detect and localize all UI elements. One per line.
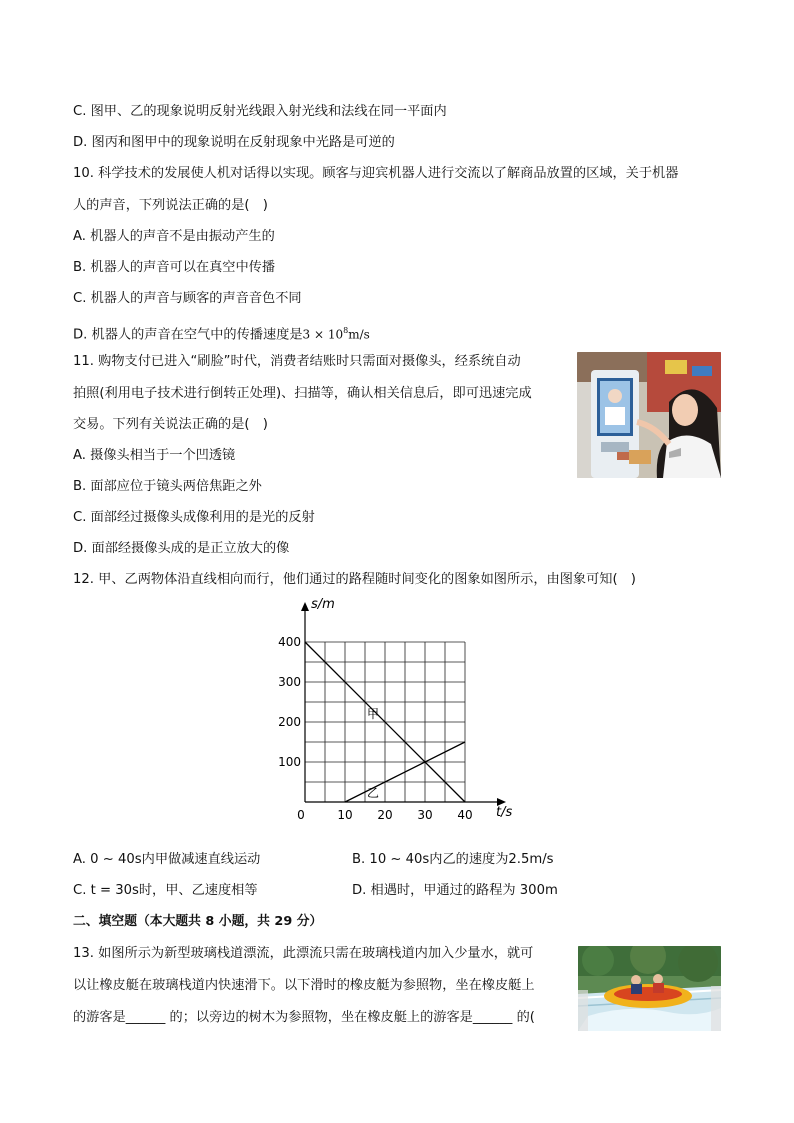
q13-stem-line3: 的游客是______ 的；以旁边的树木为参照物，坐在橡皮艇上的游客是______ 的( <box>73 1010 535 1025</box>
s-t-graph <box>270 592 520 824</box>
q11-option-b: B. 面部应位于镜头两倍焦距之外 <box>73 479 262 494</box>
glass-rafting-photo <box>578 946 721 1031</box>
q11-option-d: D. 面部经摄像头成的是正立放大的像 <box>73 541 290 556</box>
y-axis-label: s/m <box>311 597 335 612</box>
q10-option-c: C. 机器人的声音与顾客的声音音色不同 <box>73 291 302 306</box>
q9-option-d: D. 图丙和图甲中的现象说明在反射现象中光路是可逆的 <box>73 135 395 150</box>
q10-option-d-unit: m/s <box>348 327 370 342</box>
q10-option-d <box>73 322 370 344</box>
q12-option-d: D. 相遇时，甲通过的路程为 300m <box>352 883 558 898</box>
face-payment-photo <box>577 352 721 478</box>
q11-option-c: C. 面部经过摄像头成像利用的是光的反射 <box>73 510 315 525</box>
series-label-2: 乙 <box>366 786 380 801</box>
glass-rafting-illustration <box>578 946 721 1031</box>
q10-option-d-number: 3 × 10 <box>302 327 344 342</box>
q10-option-b: B. 机器人的声音可以在真空中传播 <box>73 260 276 275</box>
series-label-1: 甲 <box>366 707 380 721</box>
y-tick-label-200: 200 <box>278 715 301 729</box>
y-axis-arrow <box>301 602 309 611</box>
x-tick-label-40: 40 <box>457 808 473 822</box>
x-tick-label-20: 20 <box>377 808 393 822</box>
y-tick-label-100: 100 <box>278 755 301 769</box>
q11-option-a: A. 摄像头相当于一个凹透镜 <box>73 448 236 463</box>
x-tick-label-30: 30 <box>417 808 433 822</box>
q10-option-d-exponent: 8 <box>343 326 349 335</box>
section-fill-in-title: 二、填空题（本大题共 8 小题，共 29 分） <box>73 914 323 929</box>
x-tick-label-10: 10 <box>337 808 353 822</box>
q10-option-a: A. 机器人的声音不是由振动产生的 <box>73 229 275 244</box>
y-tick-label-300: 300 <box>278 675 301 689</box>
q12-option-a: A. 0 ~ 40s内甲做减速直线运动 <box>73 852 261 867</box>
face-payment-illustration <box>577 352 721 478</box>
x-axis-label: t/s <box>496 805 513 820</box>
q13-stem-line1: 13. 如图所示为新型玻璃栈道漂流，此漂流只需在玻璃栈道内加入少量水，就可 <box>73 946 534 961</box>
q10-stem-line2: 人的声音，下列说法正确的是( ) <box>73 198 268 213</box>
q12-option-c: C. t = 30s时，甲、乙速度相等 <box>73 883 258 898</box>
s-t-graph-svg <box>270 592 520 824</box>
q10-option-d-text: D. 机器人的声音在空气中的传播速度是 <box>73 327 303 343</box>
q12-stem: 12. 甲、乙两物体沿直线相向而行，他们通过的路程随时间变化的图象如图所示，由图象可知( ) <box>73 572 636 587</box>
q11-stem-line3: 交易。下列有关说法正确的是( ) <box>73 417 268 432</box>
q11-stem-line1: 11. 购物支付已进入“刷脸”时代，消费者结账时只需面对摄像头，经系统自动 <box>73 354 521 369</box>
q10-stem-line1: 10. 科学技术的发展使人机对话得以实现。顾客与迎宾机器人进行交流以了解商品放置的区域，关于机器 <box>73 166 679 181</box>
q9-option-c: C. 图甲、乙的现象说明反射光线跟入射光线和法线在同一平面内 <box>73 104 447 119</box>
x-tick-label-0: 0 <box>297 808 305 822</box>
q13-stem-line2: 以让橡皮艇在玻璃栈道内快速滑下。以下滑时的橡皮艇为参照物，坐在橡皮艇上 <box>73 978 535 993</box>
q11-stem-line2: 拍照(利用电子技术进行倒转正处理)、扫描等，确认相关信息后，即可迅速完成 <box>73 386 532 401</box>
q12-option-b: B. 10 ~ 40s内乙的速度为2.5m/s <box>352 852 554 867</box>
y-tick-label-400: 400 <box>278 635 301 649</box>
